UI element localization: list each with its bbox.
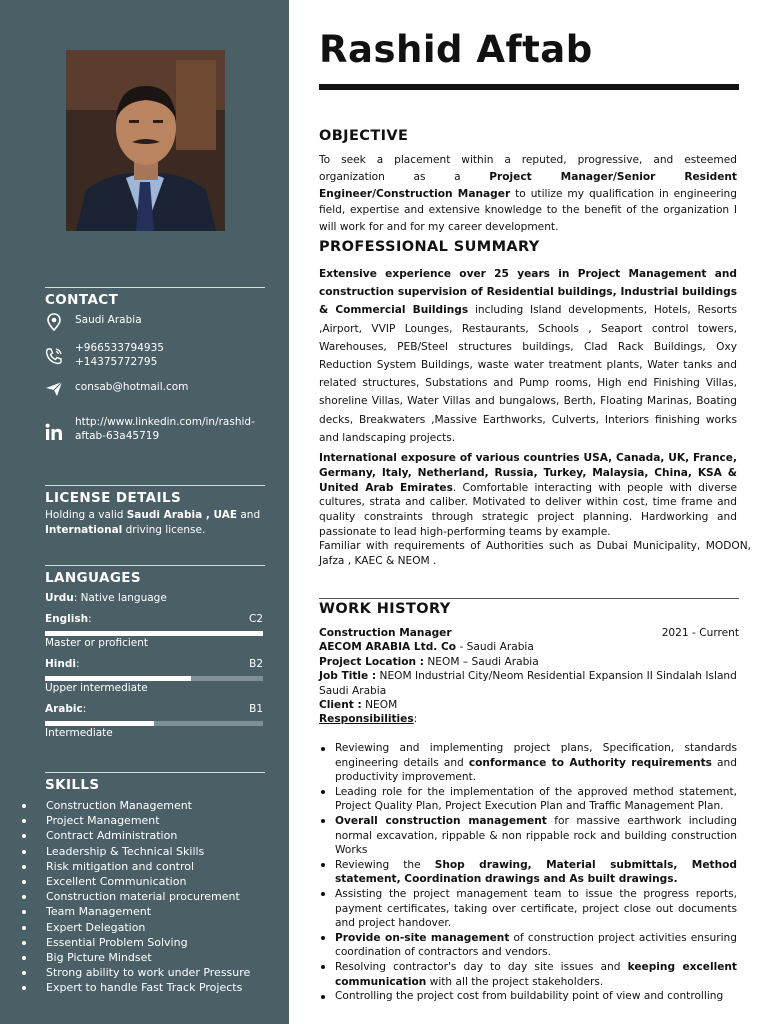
license-heading: LICENSE DETAILS — [45, 485, 265, 506]
responsibility-item: Provide on-site management of construction project activities ensuring coordination of contractors and vendors. — [319, 931, 737, 960]
objective-text: To seek a placement within a reputed, progressive, and esteemed organization as a Project Manager/Senior Resident Engineer/Construction Manager to utilize my qualification in engineering field, expertise and extensive knowledge to the benefit of the organization I will work for and for my career development. — [319, 154, 737, 234]
responsibility-item: Controlling the project cost from buildability point of view and controlling — [319, 989, 737, 1004]
responsibility-item: Reviewing and implementing project plans, Specification, standards engineering details and conformance to Authority requirements and productivity improvement. — [319, 741, 737, 785]
work-divider — [319, 598, 739, 599]
skill-item: Construction Management — [22, 798, 282, 813]
skill-item: Team Management — [22, 904, 282, 919]
job-job-title: Job Title : NEOM Industrial City/Neom Residential Expansion II Sindalah Island Saudi Arabia — [319, 670, 737, 697]
name-divider — [319, 84, 739, 90]
skill-item: Essential Problem Solving — [22, 935, 282, 950]
job-responsibilities-label: Responsibilities: — [319, 713, 418, 726]
skill-item: Risk mitigation and control — [22, 859, 282, 874]
language-hindi-desc: Upper intermediate — [45, 682, 148, 694]
objective-heading: OBJECTIVE — [319, 128, 409, 144]
responsibility-item: Resolving contractor's day to day site issues and keeping excellent communication with all the project stakeholders. — [319, 960, 737, 989]
responsibilities-list — [319, 741, 737, 1004]
skill-item: Excellent Communication — [22, 874, 282, 889]
languages-heading: LANGUAGES — [45, 565, 265, 586]
job-dates: 2021 - Current — [661, 627, 739, 639]
contact-heading: CONTACT — [45, 287, 265, 308]
language-hindi: Hindi: B2 — [45, 658, 263, 670]
job-entry — [319, 626, 739, 727]
sidebar — [0, 0, 289, 1024]
linkedin-icon — [45, 423, 63, 441]
license-text: Holding a valid Saudi Arabia , UAE and International driving license. — [45, 509, 261, 536]
skill-item: Expert to handle Fast Track Projects — [22, 980, 282, 995]
email-icon — [45, 380, 63, 398]
phone-2[interactable]: +14375772795 — [75, 356, 158, 368]
license-section — [45, 485, 265, 538]
job-project-location: Project Location : NEOM – Saudi Arabia — [319, 655, 539, 668]
language-hindi-bar — [45, 676, 263, 681]
skill-item: Construction material procurement — [22, 889, 282, 904]
skill-item: Strong ability to work under Pressure — [22, 965, 282, 980]
responsibility-item: Overall construction management for massive earthwork including normal excavation, rippable & non rippable rock and building construction Works — [319, 814, 737, 858]
language-arabic-bar — [45, 721, 263, 726]
skill-item: Big Picture Mindset — [22, 950, 282, 965]
language-arabic: Arabic: B1 — [45, 703, 263, 715]
summary-paragraph-2: International exposure of various countries USA, Canada, UK, France, Germany, Italy, Netherland, Russia, Turkey, Malaysia, China, KSA & United Arab Emirates. Comfortable interacting with people with diverse cultures, strata and caliber. Motivated to deliver within cost, time frame and quality constraints through strategic project planning. Hardworking and passionate to lead high-performing teams by example. — [319, 452, 737, 538]
job-title-row: Construction Manager 2021 - Current — [319, 627, 739, 639]
language-english: English: C2 — [45, 613, 263, 625]
phone-icon — [45, 347, 63, 365]
contact-section: CONTACT Saudi Arabia +966533794935 +14375772795 consab@hotmail.com http://www.linkedin.com/in/rashid-aftab-63a45719 — [45, 287, 265, 308]
skills-heading: SKILLS — [45, 772, 265, 793]
languages-section — [45, 565, 265, 739]
summary-paragraph-1: Extensive experience over 25 years in Project Management and construction supervision of Residential buildings, Industrial buildings & Commercial Buildings including Island developments, Hotels, Resorts ,Airport, VVIP Lounges, Restaurants, Schools , Seaport control towers, Warehouses, PEB/Steel structures buildings, Clad Rack Buildings, Oxy Reduction System Buildings, waste water treatment plants, Water tanks and related structures, Substations and Pump rooms, High end Finishing Villas, shoreline Villas, Water Villas and bungalows, Berth, Floating Marinas, Boating decks, Breakwaters ,Massive Earthworks, Culverts, Interiors finishing works and landscaping projects. — [319, 268, 737, 444]
linkedin-link[interactable]: http://www.linkedin.com/in/rashid-aftab-63a45719 — [75, 416, 255, 442]
responsibility-item: Reviewing the Shop drawing, Material submittals, Method statement, Coordination drawings and As built drawings. — [319, 858, 737, 887]
job-client: Client : NEOM — [319, 699, 398, 712]
language-english-desc: Master or proficient — [45, 637, 148, 649]
skill-item: Expert Delegation — [22, 920, 282, 935]
job-company: AECOM ARABIA Ltd. Co - Saudi Arabia — [319, 641, 534, 654]
language-english-bar — [45, 631, 263, 636]
language-arabic-desc: Intermediate — [45, 727, 113, 739]
language-urdu: Urdu: Native language — [45, 592, 167, 604]
responsibility-item: Assisting the project management team to issue the progress reports, payment certificates, taking over certificate, project close out documents and project handover. — [319, 887, 737, 931]
location-icon — [45, 313, 63, 331]
summary-paragraph-3: Familiar with requirements of Authorities such as Dubai Municipality, MODON, Jafza , KAEC & NEOM . — [319, 540, 751, 567]
skill-item: Contract Administration — [22, 828, 282, 843]
responsibility-item: Leading role for the implementation of the approved method statement, Project Quality Plan, Project Execution Plan and Traffic Management Plan. — [319, 785, 737, 814]
profile-photo — [66, 50, 225, 231]
skill-item: Leadership & Technical Skills — [22, 844, 282, 859]
summary-heading: PROFESSIONAL SUMMARY — [319, 239, 540, 255]
email-link[interactable]: consab@hotmail.com — [75, 381, 189, 393]
phone-1[interactable]: +966533794935 — [75, 342, 164, 354]
candidate-name: Rashid Aftab — [319, 28, 593, 71]
skills-list — [22, 798, 282, 996]
skills-section — [45, 772, 265, 793]
skill-item: Project Management — [22, 813, 282, 828]
work-heading: WORK HISTORY — [319, 601, 451, 617]
